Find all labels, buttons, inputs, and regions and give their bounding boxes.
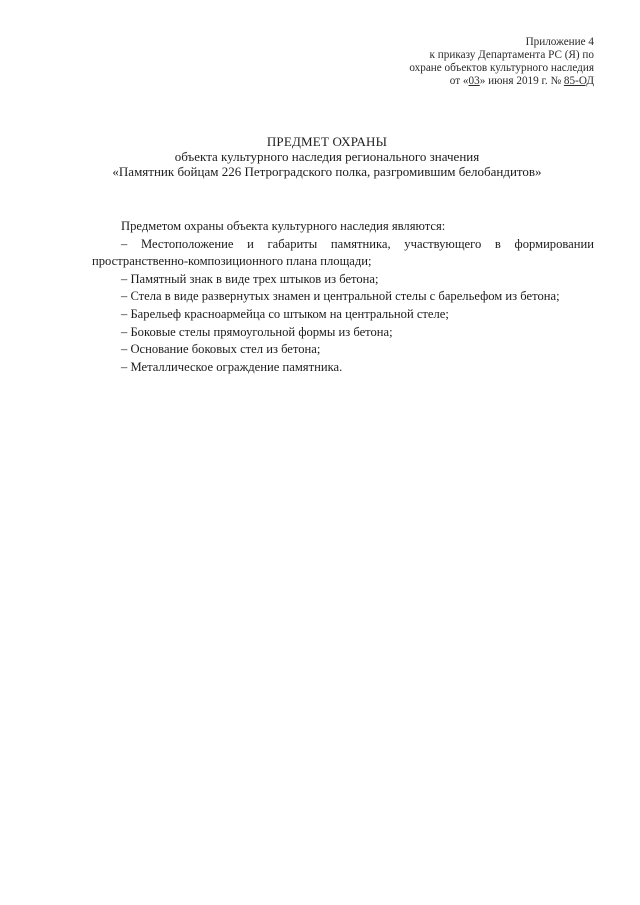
list-item-bas-relief: – Барельеф красноармейца со штыком на центральной стеле; xyxy=(121,306,449,321)
list-item-side-base: – Основание боковых стел из бетона; xyxy=(121,342,321,357)
annex-date-prefix: от « xyxy=(449,75,469,87)
document-title: ПРЕДМЕТ ОХРАНЫ xyxy=(266,134,388,149)
annex-number: Приложение 4 xyxy=(525,36,594,48)
list-item-location-line1: – Местоположение и габариты памятника, участвующего в формировании xyxy=(121,236,594,251)
object-name: «Памятник бойцам 226 Петроградского полка, разгромившим белобандитов» xyxy=(112,164,542,179)
protection-subject-list xyxy=(92,218,594,376)
annex-date-mid: » июня 2019 г. № xyxy=(479,75,564,87)
annex-date-day: 03 xyxy=(468,75,480,87)
list-item-side-steles: – Боковые стелы прямоугольной формы из бетона; xyxy=(121,324,393,339)
list-item-fence: – Металлическое ограждение памятника. xyxy=(121,359,343,374)
annex-order-subject: охране объектов культурного наследия xyxy=(409,62,594,74)
annex-order-number: 85-ОД xyxy=(563,75,594,87)
list-item-stele-banners: – Стела в виде развернутых знамен и центральной стелы с барельефом из бетона; xyxy=(121,289,560,304)
annex-header xyxy=(294,36,594,88)
annex-order-date xyxy=(294,75,594,88)
document-heading xyxy=(60,134,594,179)
annex-order-ref: к приказу Департамента РС (Я) по xyxy=(429,49,594,61)
document-subtitle: объекта культурного наследия регионального значения xyxy=(174,149,480,164)
intro-paragraph: Предметом охраны объекта культурного наследия являются: xyxy=(121,219,446,233)
list-item-location-line2: пространственно-композиционного плана площади; xyxy=(92,254,372,269)
list-item-memorial-sign: – Памятный знак в виде трех штыков из бетона; xyxy=(121,271,379,286)
